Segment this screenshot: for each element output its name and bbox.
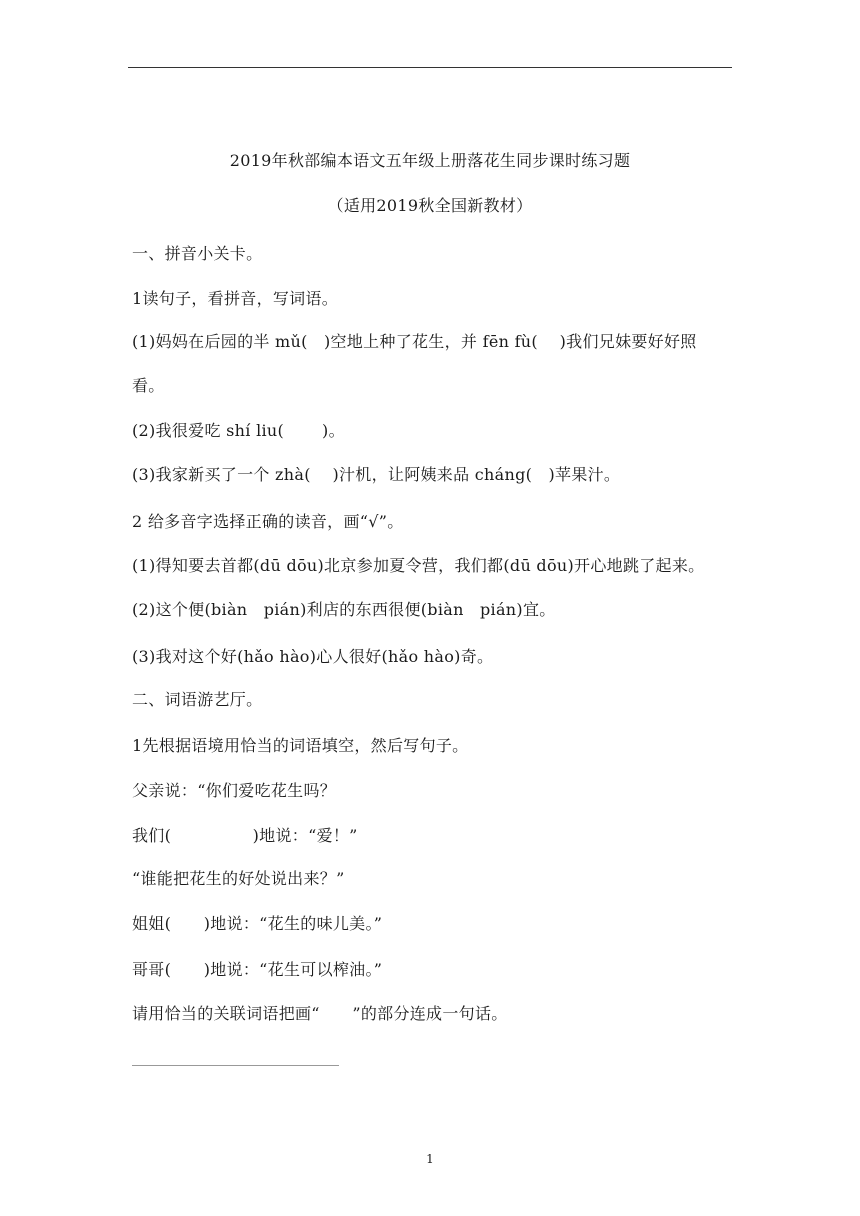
question-instruction: 1先根据语境用恰当的词语填空，然后写句子。 [132,736,469,755]
question-instruction: 请用恰当的关联词语把画“ ”的部分连成一句话。 [132,1004,508,1023]
section-heading-vocabulary: 二、词语游艺厅。 [132,690,263,709]
section-heading-pinyin: 一、拼音小关卡。 [132,244,263,263]
dialogue-line: 姐姐( )地说：“花生的味儿美。” [132,914,383,933]
dialogue-line: “谁能把花生的好处说出来？” [132,869,345,888]
question-item: (2)这个便(biàn pián)利店的东西很便(biàn pián)宜。 [132,600,556,619]
dialogue-line: 我们( )地说：“爱！” [132,826,358,845]
question-item: (3)我对这个好(hǎo hào)心人很好(hǎo hào)奇。 [132,647,494,666]
question-item: (1)妈妈在后园的半 mǔ( )空地上种了花生，并 fēn fù( )我们兄妹要好好照 [132,332,697,351]
header-rule [128,67,732,68]
question-item-continued: 看。 [132,376,165,395]
document-title: 2019年秋部编本语文五年级上册落花生同步课时练习题 [229,151,631,170]
document-subtitle: （适用2019秋全国新教材） [327,196,533,215]
dialogue-line: 哥哥( )地说：“花生可以榨油。” [132,960,383,979]
page-number: 1 [426,1152,434,1166]
question-instruction: 1读句子，看拼音，写词语。 [132,289,339,308]
question-item: (3)我家新买了一个 zhà( )汁机，让阿姨来品 cháng( )苹果汁。 [132,465,621,484]
question-item: (1)得知要去首都(dū dōu)北京参加夏令营，我们都(dū dōu)开心地跳了起来。 [132,556,705,575]
question-item: (2)我很爱吃 shí liu( )。 [132,421,345,440]
answer-blank-line [132,1065,339,1066]
dialogue-line: 父亲说：“你们爱吃花生吗？ [132,781,337,800]
question-instruction: 2 给多音字选择正确的读音，画“√”。 [132,512,404,531]
